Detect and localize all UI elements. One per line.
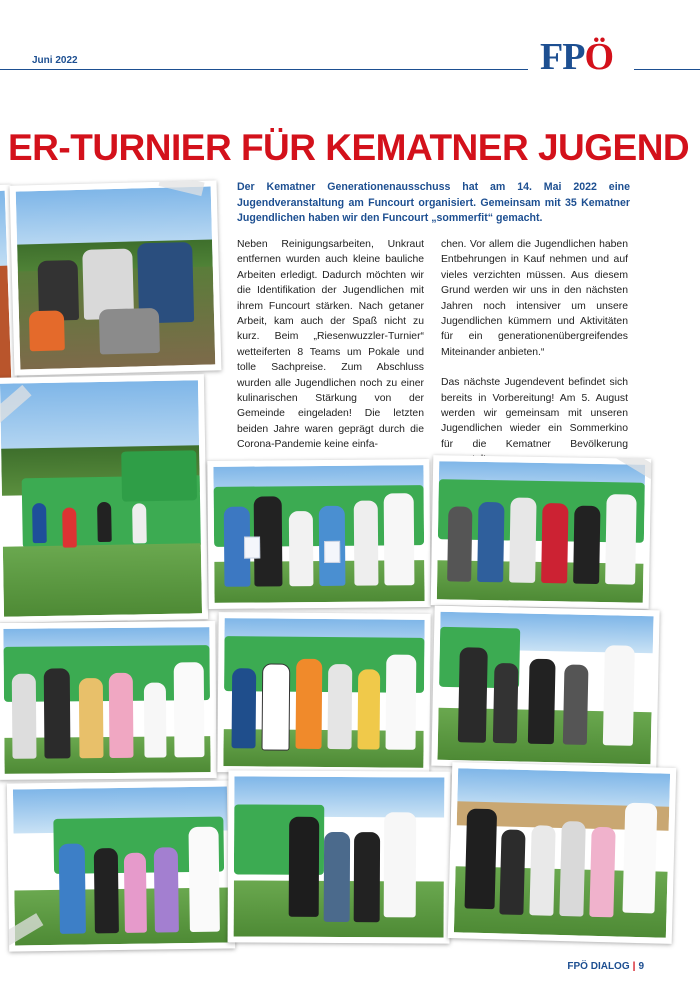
logo-fp: FP [540, 36, 585, 78]
team-photo-7 [228, 770, 451, 943]
magazine-name: FPÖ DIALOG [567, 961, 630, 972]
logo-o: Ö [584, 36, 613, 78]
header-rule-right [634, 69, 700, 70]
page-footer [567, 961, 644, 972]
team-photo-5 [431, 606, 659, 771]
fpo-logo [540, 38, 613, 76]
issue-date: Juni 2022 [32, 55, 78, 66]
article-column-2 [441, 237, 628, 483]
team-photo-8 [448, 762, 677, 944]
group-sitting-photo [10, 180, 222, 375]
team-photo-6 [7, 780, 235, 951]
article-column-1 [237, 237, 424, 468]
inflatable-soccer-photo [0, 374, 208, 623]
team-photo-3 [0, 621, 217, 780]
footer-divider: | [632, 961, 636, 972]
page-number: 9 [638, 961, 644, 972]
column-2-paragraph-2: Das nächste Jugendevent befindet sich bereits in Vorbereitung! Am 5. August werden wir gemeinsam mit unseren Jugendlichen wieder ein Sommerkino für die Kematner Bevölkerung [441, 377, 628, 450]
article-lead: Der Kematner Generationenausschuss hat am 14. Mai 2022 eine Jugendveranstaltung am Funcourt organisiert. Gemeinsam mit 35 Kematner Jugendlichen haben wir den Funcourt „sommerfit“ gemacht. [237, 181, 630, 224]
column-1-text: Neben Reinigungsarbeiten, Unkraut entfernen wurden auch kleine bauliche Arbeiten erledigt. Dadurch möchten wir die Identifikation der Jugendlichen mit ihrem Funcourt stärken. Nach getaner Arbeit, kam auch der Spaß nicht zu kurz. Beim „Riesenwuzzler-Turnier“ wetteiferten 8 Teams um Pokale und tolle Sachpreise. Zum Abschluss wurden alle Jugendlichen noch zu einer kulinarischen Stärkung von der Gemeinde eingeladen! Die letzten beiden Jahre waren geprägt durch die Corona-Pandemie keine einfa- [237, 239, 424, 451]
team-photo-2 [431, 455, 652, 609]
column-2-paragraph-1: chen. Vor allem die Jugendlichen haben Entbehrungen in Kauf nehmen und auf vieles verzichten müssen. Aus diesem Grund werden wir uns in den nächsten Jahren noch intensiver um unsere Jugendlichen kümmern und Aktivitäten für ein generationenübergreifendes Miteinander anbieten.“ [441, 239, 628, 358]
header-rule-left [0, 69, 528, 70]
team-photo-1 [207, 459, 430, 609]
team-photo-4 [217, 612, 430, 774]
article-title: ER-TURNIER FÜR KEMATNER JUGEND [8, 127, 690, 168]
